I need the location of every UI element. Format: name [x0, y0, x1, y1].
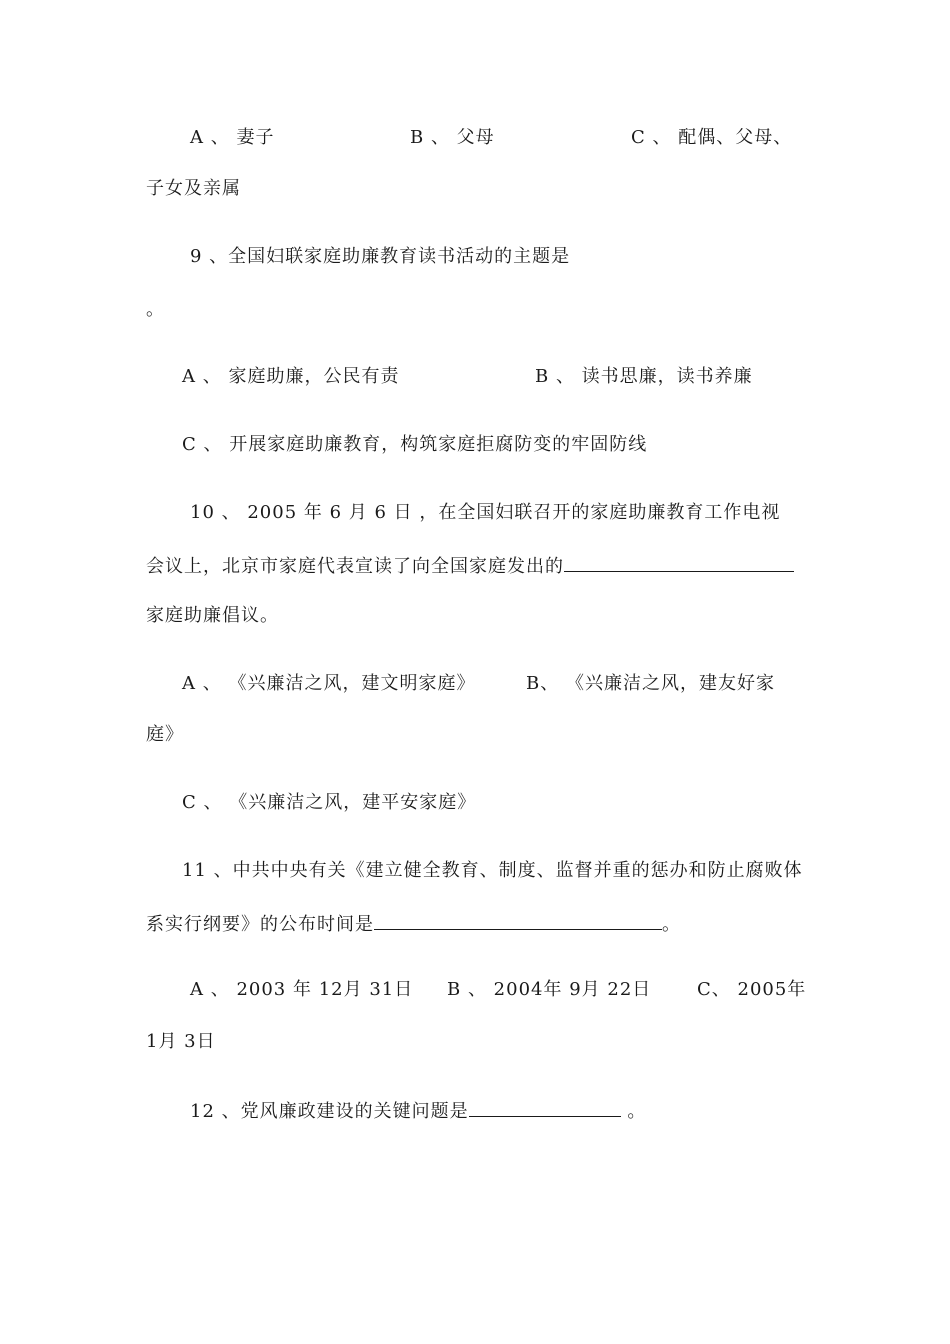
- end-mark: 。: [620, 1101, 647, 1122]
- answer-blank: [469, 1098, 621, 1117]
- q10-options-line: [0, 672, 950, 696]
- option-b-continued: 庭》: [146, 724, 184, 745]
- q8-option-c-continued: 子女及亲属: [146, 178, 241, 199]
- option-c: C 、 《兴廉洁之风，建平安家庭》: [182, 792, 477, 813]
- question-11-text: 系实行纲要》的公布时间是: [146, 914, 374, 935]
- option-b: B、 《兴廉洁之风，建友好家: [526, 673, 775, 694]
- answer-blank: [564, 553, 794, 572]
- option-b: B 、 读书思廉，读书养廉: [535, 366, 753, 387]
- option-c: C 、 开展家庭助廉教育，构筑家庭拒腐防变的牢固防线: [182, 434, 648, 455]
- option-a: A 、 家庭助廉，公民有责: [182, 366, 400, 387]
- q8-options-line: [0, 126, 950, 150]
- option-a: A 、 《兴廉洁之风，建文明家庭》: [182, 673, 476, 694]
- option-c: C、 2005年: [697, 979, 807, 1000]
- q9-options-line: [0, 365, 950, 389]
- q11-options-line: [0, 978, 950, 1002]
- option-c-continued: 1月 3日: [146, 1031, 216, 1052]
- question-12-text: 12 、党风廉政建设的关键问题是: [190, 1101, 469, 1122]
- end-mark: 。: [662, 914, 681, 935]
- question-10-end: 家庭助廉倡议。: [146, 605, 279, 626]
- question-10-text: 会议上，北京市家庭代表宣读了向全国家庭发出的: [146, 556, 564, 577]
- option-c: C 、 配偶、父母、: [631, 127, 793, 148]
- question-10-continued: [146, 553, 794, 579]
- option-a: A 、 妻子: [190, 127, 275, 148]
- question-10: 10 、 2005 年 6 月 6 日 ，在全国妇联召开的家庭助廉教育工作电视: [190, 502, 781, 523]
- question-12: [190, 1098, 646, 1124]
- option-a: A 、 2003 年 12月 31日: [190, 979, 414, 1000]
- question-9: 9 、全国妇联家庭助廉教育读书活动的主题是: [190, 246, 571, 267]
- option-b: B 、 2004年 9月 22日: [447, 979, 652, 1000]
- question-11-continued: [146, 911, 681, 937]
- question-11: 11 、中共中央有关《建立健全教育、制度、监督并重的惩办和防止腐败体: [182, 860, 803, 881]
- answer-blank: [374, 911, 662, 930]
- question-9-end-mark: 。: [146, 299, 165, 320]
- option-b: B 、 父母: [410, 127, 495, 148]
